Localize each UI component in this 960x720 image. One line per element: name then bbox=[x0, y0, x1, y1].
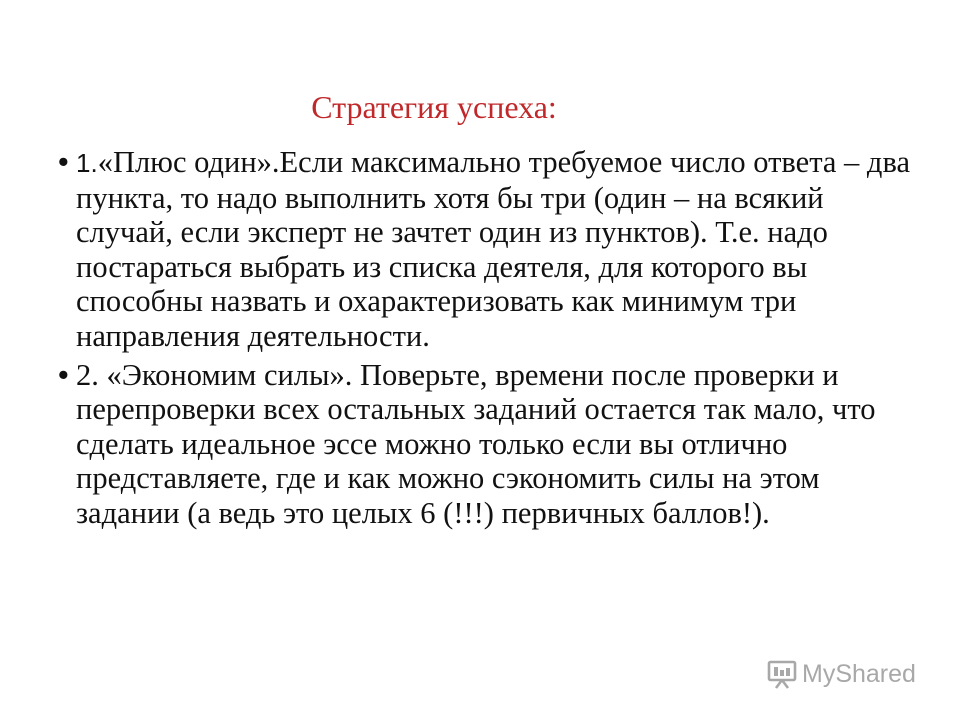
myshared-watermark bbox=[766, 656, 916, 692]
bullet-number: 1. bbox=[76, 148, 98, 178]
bullet-text: «Плюс один».Если максимально требуемое число ответа – два пункта, то надо выполнить хотя бы три (один – на всякий случай, если эксперт не зачтет один из пунктов). Т.е. надо постараться выбрать из списка деятеля, для которого вы способны назвать и охарактеризовать как минимум три направления деятельности. bbox=[76, 145, 910, 353]
slide-title: Стратегия успеха: bbox=[311, 89, 557, 125]
bullet-item-save-effort bbox=[58, 358, 918, 531]
bullet-list bbox=[58, 145, 918, 531]
presentation-board-icon bbox=[766, 658, 798, 690]
bullet-item-plus-one bbox=[58, 145, 918, 354]
bullet-number: 2. bbox=[76, 357, 99, 392]
bullet-text: «Экономим силы». Поверьте, времени после проверки и перепроверки всех остальных заданий остается так мало, что сделать идеальное эссе можно только если вы отлично представляете, где и как можно сэкономить силы на этом задании (а ведь это целых 6 (!!!) первичных баллов!). bbox=[76, 357, 876, 530]
watermark-text: MyShared bbox=[802, 659, 916, 688]
